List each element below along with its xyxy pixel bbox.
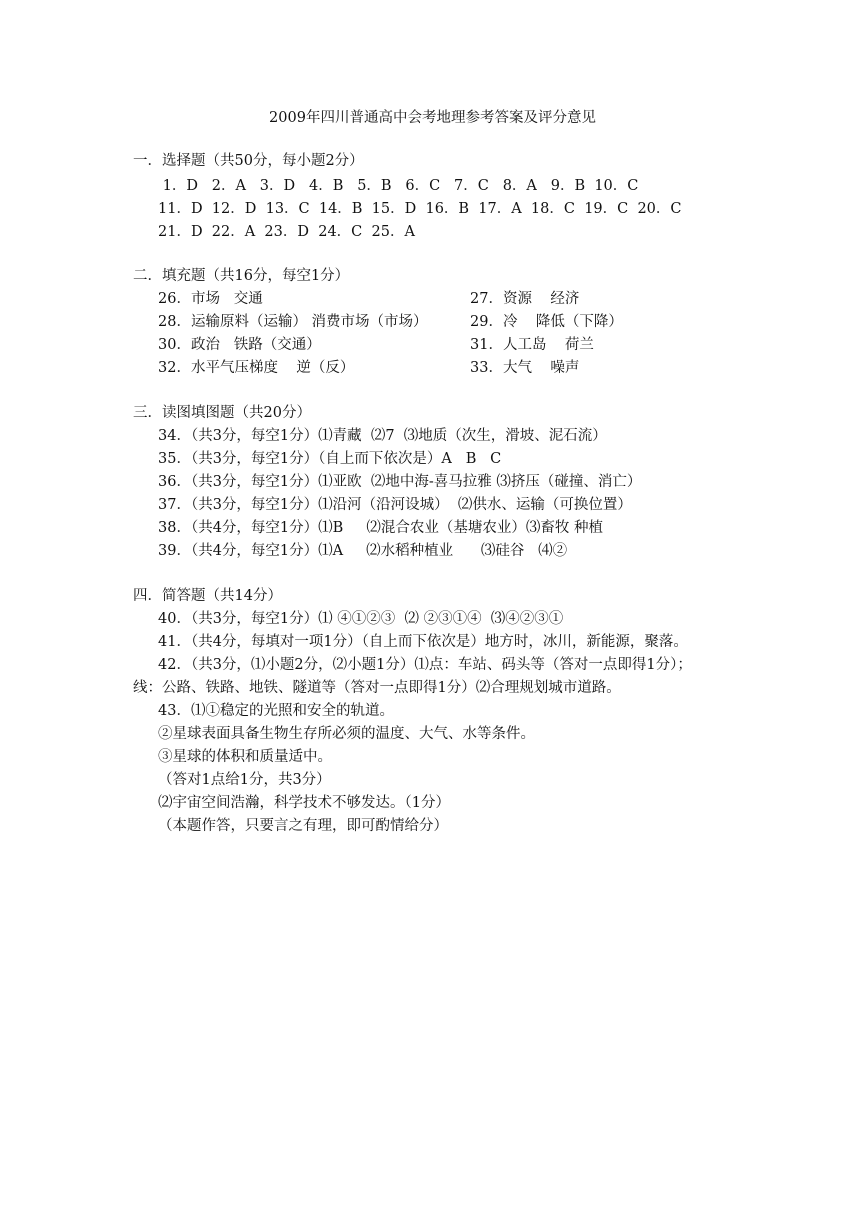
- map-answer-row: 37．（共3分，每空1分）⑴沿河（沿河设城） ⑵供水、运输（可换位置）: [158, 497, 632, 513]
- short-answer-row: ②星球表面具备生物生存所必须的温度、大气、水等条件。: [158, 726, 535, 742]
- short-answer-row: 41．（共4分，每填对一项1分）（自上而下依次是）地方时，冰川，新能源，聚落。: [158, 634, 688, 650]
- short-answer-row: ⑵宇宙空间浩瀚，科学技术不够发达。（1分）: [158, 795, 450, 811]
- section-2-heading: 二．填充题（共16分，每空1分）: [133, 268, 350, 284]
- answer-row: 11．D 12．D 13．C 14．B 15．D 16．B 17．A 18．C 19．C 20．C: [158, 201, 682, 217]
- map-answer-row: 35．（共3分，每空1分）（自上而下依次是）A B C: [158, 451, 502, 467]
- fill-answer-left: 26．市场 交通: [158, 291, 263, 307]
- page-title: 2009年四川普通高中会考地理参考答案及评分意见: [269, 110, 596, 126]
- section-1-heading: 一．选择题（共50分，每小题2分）: [133, 153, 364, 169]
- map-answer-row: 39．（共4分，每空1分）⑴A ⑵水稻种植业 ⑶硅谷 ⑷②: [158, 543, 568, 559]
- short-answer-continuation: 线：公路、铁路、地铁、隧道等（答对一点即得1分）⑵合理规划城市道路。: [133, 680, 621, 696]
- section-3-heading: 三．读图填图题（共20分）: [133, 405, 311, 421]
- answer-row: 1．D 2．A 3．D 4．B 5．B 6．C 7．C 8．A 9．B 10．C: [158, 178, 639, 194]
- map-answer-row: 36．（共3分，每空1分）⑴亚欧 ⑵地中海-喜马拉雅 ⑶挤压（碰撞、消亡）: [158, 474, 642, 490]
- fill-answer-right: 33．大气 噪声: [470, 360, 580, 376]
- fill-answer-right: 31．人工岛 荷兰: [470, 337, 594, 353]
- map-answer-row: 34．（共3分，每空1分）⑴青藏 ⑵7 ⑶地质（次生，滑坡、泥石流）: [158, 428, 607, 444]
- answer-row: 21．D 22．A 23．D 24．C 25．A: [158, 224, 415, 240]
- short-answer-row: （答对1点给1分，共3分）: [158, 772, 331, 788]
- fill-answer-right: 29．冷 降低（下降）: [470, 314, 623, 330]
- short-answer-row: 40．（共3分，每空1分）⑴ ④①②③ ⑵ ②③①④ ⑶④②③①: [158, 611, 564, 627]
- short-answer-row: （本题作答，只要言之有理，即可酌情给分）: [158, 818, 448, 834]
- fill-answer-left: 32．水平气压梯度 逆（反）: [158, 360, 355, 376]
- short-answer-row: ③星球的体积和质量适中。: [158, 749, 332, 765]
- short-answer-row: 42．（共3分，⑴小题2分，⑵小题1分）⑴点：车站、码头等（答对一点即得1分）；: [158, 657, 692, 673]
- fill-answer-left: 30．政治 铁路（交通）: [158, 337, 321, 353]
- map-answer-row: 38．（共4分，每空1分）⑴B ⑵混合农业（基塘农业）⑶畜牧 种植: [158, 520, 603, 536]
- section-4-heading: 四．简答题（共14分）: [133, 588, 282, 604]
- fill-answer-right: 27．资源 经济: [470, 291, 580, 307]
- short-answer-row: 43．⑴①稳定的光照和安全的轨道。: [158, 703, 394, 719]
- fill-answer-left: 28．运输原料（运输） 消费市场（市场）: [158, 314, 428, 330]
